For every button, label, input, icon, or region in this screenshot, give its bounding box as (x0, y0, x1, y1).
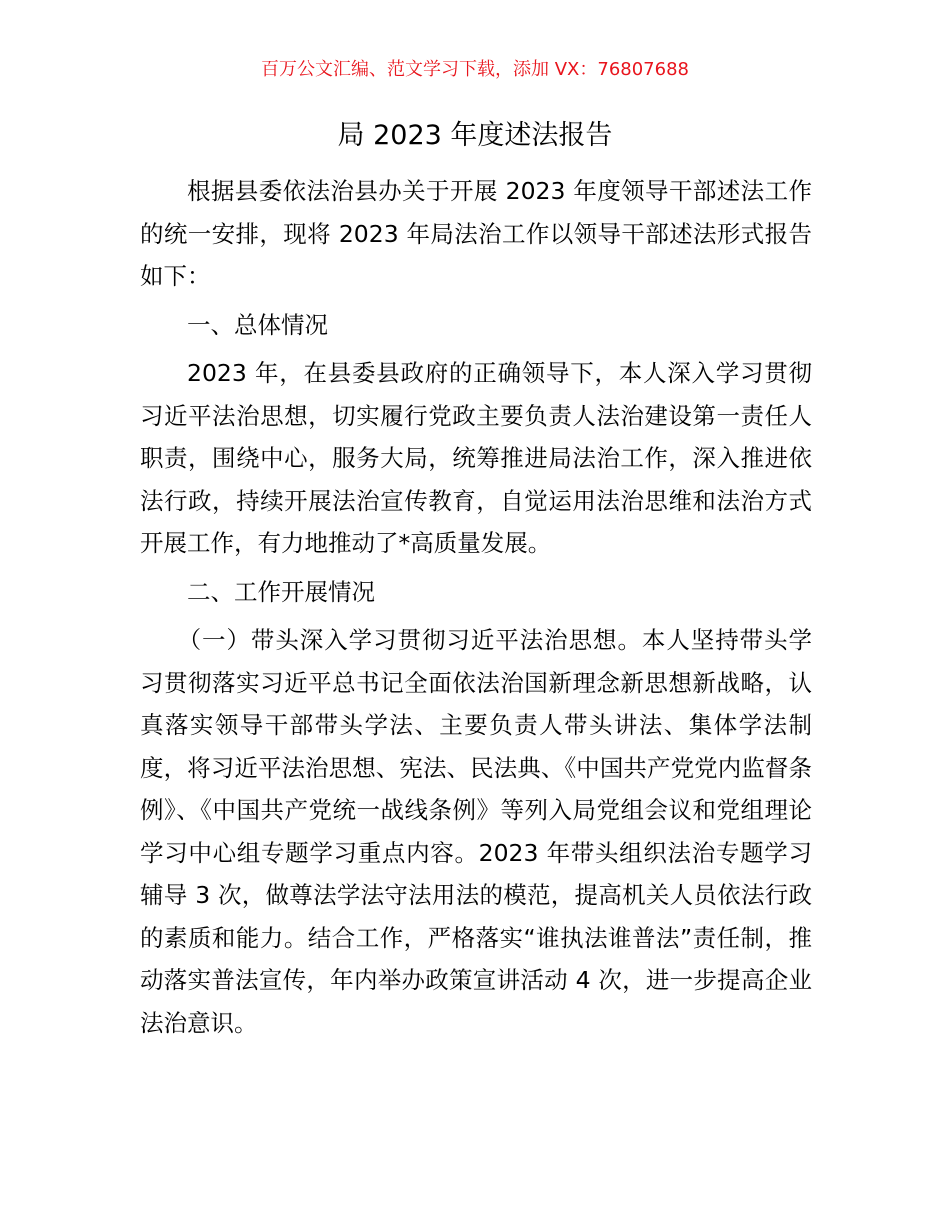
work-item-1-paragraph: （一）带头深入学习贯彻习近平法治思想。本人坚持带头学习贯彻落实习近平总书记全面依法治国新理念新思想新战略，认真落实领导干部带头学法、主要负责人带头讲法、集体学法制度，将习近平法治思想、宪法、民法典、《中国共产党党内监督条例》、《中国共产党统一战线条例》等列入局党组会议和党组理论学习中心组专题学习重点内容。2023 年带头组织法治专题学习辅导 3 次，做尊法学法守法用法的模范，提高机关人员依法行政的素质和能力。结合工作，严格落实“谁执法谁普法”责任制，推动落实普法宣传，年内举办政策宣讲活动 4 次，进一步提高企业法治意识。 (140, 626, 812, 1037)
section-heading-overview: 一、总体情况 (187, 310, 328, 339)
section-heading-work: 二、工作开展情况 (187, 577, 375, 606)
document-body (140, 170, 812, 1044)
overview-paragraph: 2023 年，在县委县政府的正确领导下，本人深入学习贯彻习近平法治思想，切实履行党政主要负责人法治建设第一责任人职责，围绕中心，服务大局，统筹推进局法治工作，深入推进依法行政，持续开展法治宣传教育，自觉运用法治思维和法治方式开展工作，有力地推动了*高质量发展。 (140, 359, 812, 557)
intro-paragraph: 根据县委依法治县办关于开展 2023 年度领导干部述法工作的统一安排，现将 2023 年局法治工作以领导干部述法形式报告如下： (140, 177, 812, 290)
document-title: 局 2023 年度述法报告 (337, 120, 613, 151)
watermark-header: 百万公文汇编、范文学习下载，添加 VX：76807688 (261, 59, 689, 80)
